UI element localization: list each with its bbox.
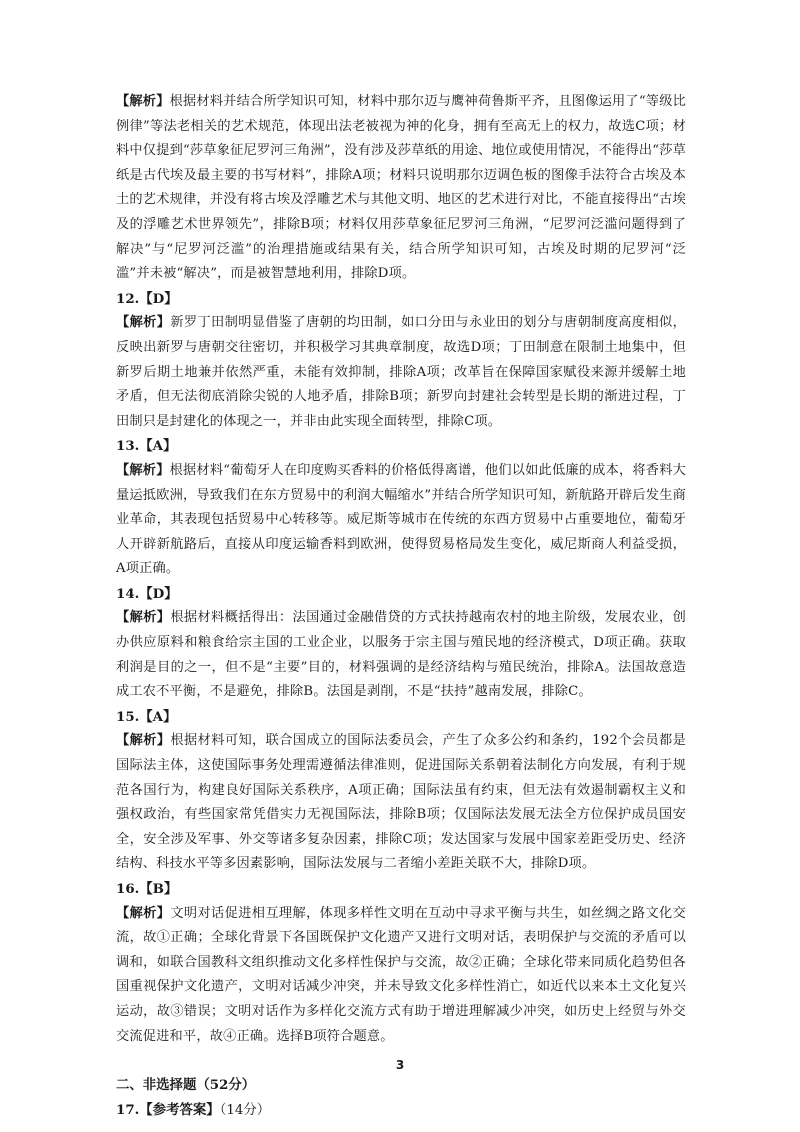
analysis-15: 【解析】根据材料可知，联合国成立的国际法委员会，产生了众多公约和条约，192个会员都是国际法主体，这使国际事务处理需遵循法律准则，促进国际关系朝着法制化方向发展，有利于规范各国行为，构建良好国际关系秩序，A项正确；国际法虽有约束，但无法有效遏制霸权主义和强权政治，有些国家常凭借实力无视国际法，排除B项；仅国际法发展无法全方位保护成员国安全，安全涉及军事、外交等诸多复杂因素，排除C项；发达国家与发展中国家差距受历史、经济结构、科技水平等多因素影响，国际法发展与二者缩小差距关联不大，排除D项。 <box>116 733 686 872</box>
answer-14: 14.【D】 <box>116 585 178 602</box>
analysis-13: 【解析】根据材料“葡萄牙人在印度购买香料的价格低得离谱，他们以如此低廉的成本，将香料大量运抵欧洲，导致我们在东方贸易中的利润大幅缩水”并结合所学知识可知，新航路开辟后发生商业革命，其表现包括贸易中心转移等。威尼斯等城市在传统的东西方贸易中占重要地位，葡萄牙人开辟新航路后，直接从印度运输香料到欧洲，使得贸易格局发生变化，威尼斯商人利益受损，A项正确。 <box>116 462 686 577</box>
answer-12: 12.【D】 <box>116 290 178 307</box>
analysis-16: 【解析】文明对话促进相互理解，体现多样性文明在互动中寻求平衡与共生，如丝绸之路文化交流，故①正确；全球化背景下各国既保护文化遗产又进行文明对话，表明保护与交流的矛盾可以调和，如联合国教科文组织推动文化多样性保护与交流，故②正确；全球化带来同质化趋势但各国重视保护文化遗产，文明对话减少冲突，并未导致文化多样性消亡，如近代以来本土文化复兴运动，故③错误；文明对话作为多样化交流方式有助于增进理解减少冲突，如历史上经贸与外交交流促进和平，故④正确。选择B项符合题意。 <box>116 905 686 1044</box>
answer-16: 16.【B】 <box>116 881 178 897</box>
answer-17-header: 17.【参考答案】（14分） <box>116 1101 271 1118</box>
analysis-14: 【解析】根据材料概括得出：法国通过金融借贷的方式扶持越南农村的地主阶级，发展农业，创办供应原料和粮食给宗主国的工业企业，以服务于宗主国与殖民地的经济模式，D项正确。获取利润是目的之一，但不是“主要”目的，材料强调的是经济结构与殖民统治，排除A。法国故意造成工农不平衡，不是避免，排除B。法国是剥削，不是“扶持”越南发展，排除C。 <box>116 610 686 700</box>
answer-15: 15.【A】 <box>116 708 177 725</box>
section-title: 二、非选择题（52分） <box>116 1077 256 1094</box>
analysis-11: 【解析】根据材料并结合所学知识可知，材料中那尔迈与鹰神荷鲁斯平齐，且图像运用了“等级比例律”等法老相关的艺术规范，体现出法老被视为神的化身，拥有至高无上的权力，故选C项；材料中仅提到“莎草象征尼罗河三角洲”，没有涉及莎草纸的用途、地位或使用情况，不能得出“莎草纸是古代埃及最主要的书写材料”，排除A项；材料只说明那尔迈调色板的图像手法符合古埃及本土的艺术规律，并没有将古埃及浮雕艺术与其他文明、地区的艺术进行对比，不能直接得出“古埃及的浮雕艺术世界领先”，排除B项；材料仅用莎草象征尼罗河三角洲，“尼罗河泛滥问题得到了解决”与“尼罗河泛滥”的治理措施或结果有关，结合所学知识可知，古埃及时期的尼罗河“泛滥”并未被“解决”，而是被智慧地利用，排除D项。 <box>116 94 686 282</box>
analysis-12: 【解析】新罗丁田制明显借鉴了唐朝的均田制，如口分田与永业田的划分与唐朝制度高度相似，反映出新罗与唐朝交往密切，并积极学习其典章制度，故选D项；丁田制意在限制土地集中，但新罗后期土地兼并依然严重，未能有效抑制，排除A项；改革旨在保障国家赋役来源并缓解土地矛盾，但无法彻底消除尖锐的人地矛盾，排除B项；新罗向封建社会转型是长期的渐进过程，丁田制只是封建化的体现之一，并非由此实现全面转型，排除C项。 <box>116 315 686 429</box>
page-number: 3 <box>395 1058 405 1072</box>
document-page <box>116 90 686 1123</box>
answer-13: 13.【A】 <box>116 438 177 455</box>
